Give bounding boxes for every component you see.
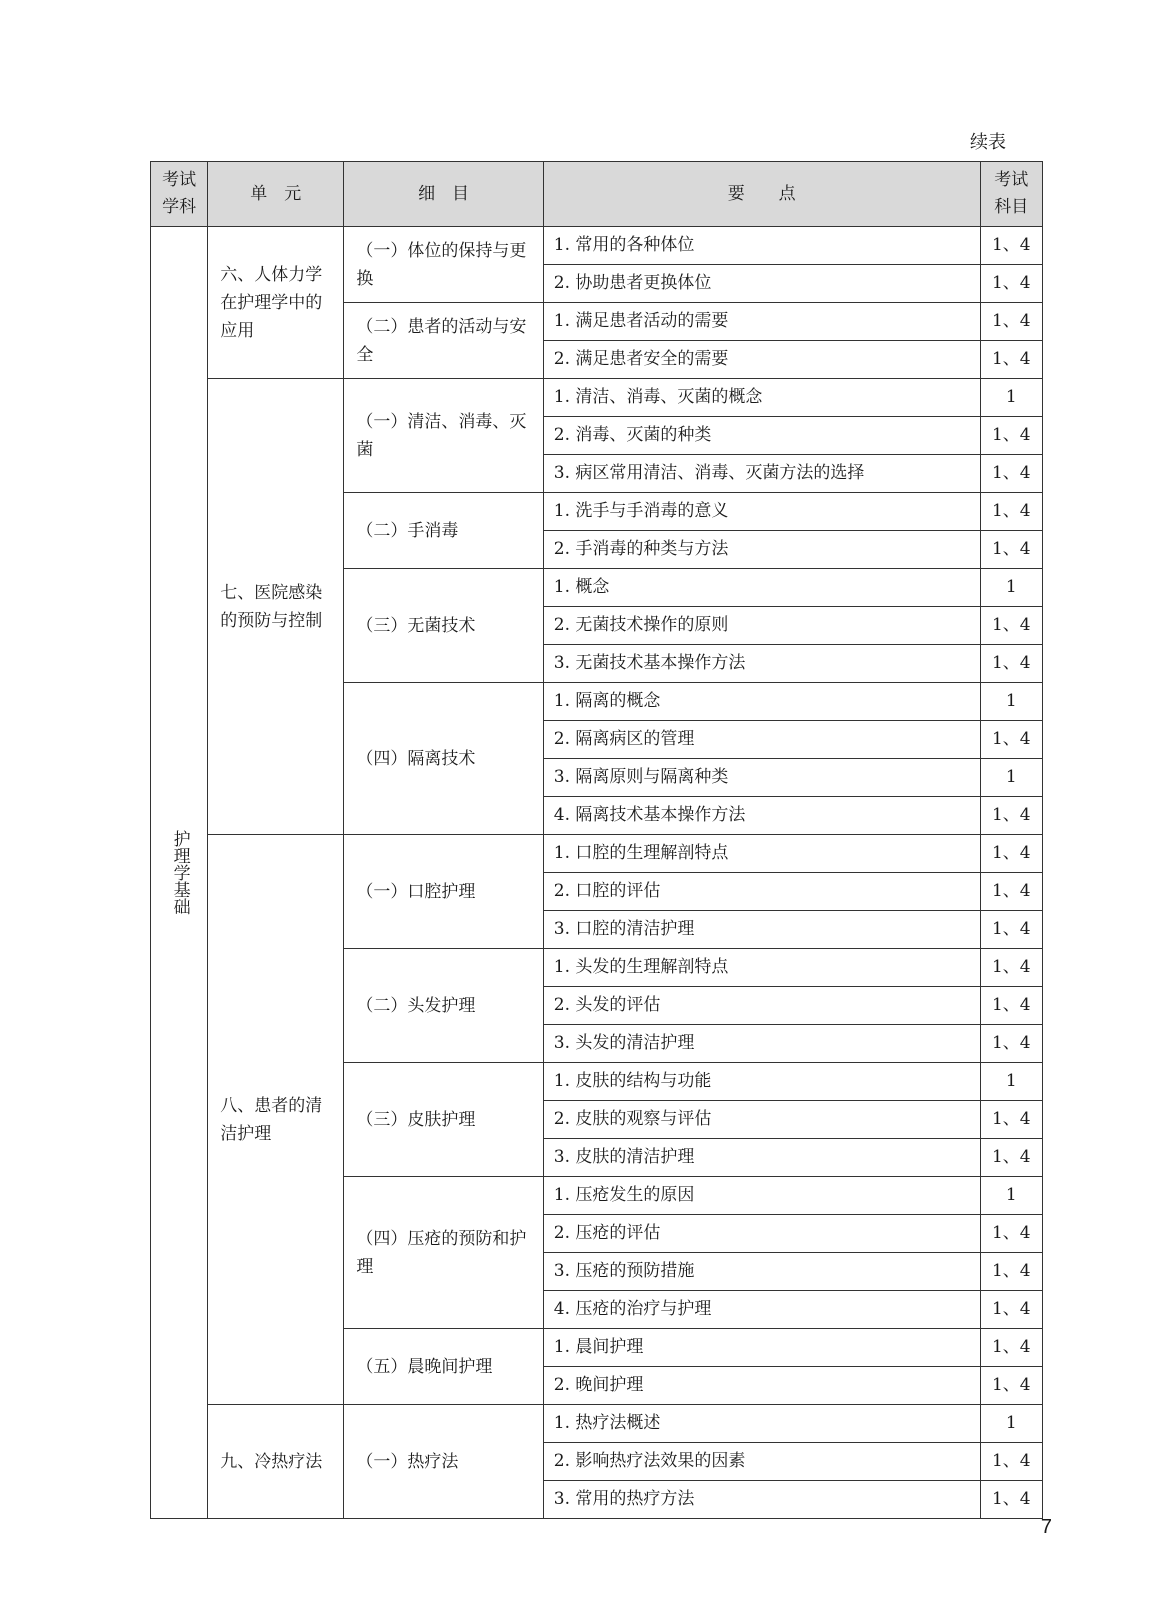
point-cell: 2. 晚间护理 xyxy=(543,1367,980,1405)
page-number: 7 xyxy=(1040,1516,1052,1538)
score-cell: 1、4 xyxy=(980,721,1042,759)
point-cell: 2. 手消毒的种类与方法 xyxy=(543,531,980,569)
unit-cell: 九、冷热疗法 xyxy=(208,1405,344,1519)
point-cell: 3. 无菌技术基本操作方法 xyxy=(543,645,980,683)
score-cell: 1、4 xyxy=(980,1291,1042,1329)
point-cell: 1. 皮肤的结构与功能 xyxy=(543,1063,980,1101)
header-row xyxy=(151,162,1043,227)
score-cell: 1、4 xyxy=(980,835,1042,873)
point-cell: 2. 消毒、灭菌的种类 xyxy=(543,417,980,455)
score-cell: 1 xyxy=(980,683,1042,721)
point-cell: 3. 隔离原则与隔离种类 xyxy=(543,759,980,797)
point-cell: 1. 隔离的概念 xyxy=(543,683,980,721)
continued-label: 续表 xyxy=(970,132,1006,153)
header-score: 考试 科目 xyxy=(980,162,1042,227)
point-cell: 3. 压疮的预防措施 xyxy=(543,1253,980,1291)
unit-cell: 八、患者的清洁护理 xyxy=(208,835,344,1405)
subject-cell: 护理学基础 xyxy=(151,227,208,1519)
score-cell: 1、4 xyxy=(980,1215,1042,1253)
point-cell: 2. 影响热疗法效果的因素 xyxy=(543,1443,980,1481)
score-cell: 1、4 xyxy=(980,531,1042,569)
detail-cell: （二）患者的活动与安全 xyxy=(344,303,543,379)
syllabus-table xyxy=(150,161,1043,1519)
score-cell: 1、4 xyxy=(980,417,1042,455)
header-detail: 细 目 xyxy=(344,162,543,227)
score-cell: 1、4 xyxy=(980,911,1042,949)
score-cell: 1、4 xyxy=(980,1443,1042,1481)
score-cell: 1、4 xyxy=(980,1101,1042,1139)
point-cell: 1. 洗手与手消毒的意义 xyxy=(543,493,980,531)
score-cell: 1、4 xyxy=(980,873,1042,911)
score-cell: 1、4 xyxy=(980,949,1042,987)
score-cell: 1、4 xyxy=(980,303,1042,341)
score-cell: 1、4 xyxy=(980,1139,1042,1177)
table-row xyxy=(151,379,1043,417)
point-cell: 1. 压疮发生的原因 xyxy=(543,1177,980,1215)
score-cell: 1、4 xyxy=(980,1367,1042,1405)
detail-cell: （一）口腔护理 xyxy=(344,835,543,949)
score-cell: 1、4 xyxy=(980,607,1042,645)
score-cell: 1、4 xyxy=(980,265,1042,303)
header-subject: 考试 学科 xyxy=(151,162,208,227)
score-cell: 1、4 xyxy=(980,645,1042,683)
point-cell: 1. 头发的生理解剖特点 xyxy=(543,949,980,987)
point-cell: 2. 口腔的评估 xyxy=(543,873,980,911)
score-cell: 1、4 xyxy=(980,797,1042,835)
point-cell: 3. 头发的清洁护理 xyxy=(543,1025,980,1063)
point-cell: 1. 常用的各种体位 xyxy=(543,227,980,265)
table-row xyxy=(151,835,1043,873)
table-row xyxy=(151,1405,1043,1443)
detail-cell: （三）皮肤护理 xyxy=(344,1063,543,1177)
detail-cell: （一）清洁、消毒、灭菌 xyxy=(344,379,543,493)
detail-cell: （五）晨晚间护理 xyxy=(344,1329,543,1405)
score-cell: 1、4 xyxy=(980,493,1042,531)
score-cell: 1、4 xyxy=(980,341,1042,379)
score-cell: 1 xyxy=(980,1177,1042,1215)
point-cell: 2. 无菌技术操作的原则 xyxy=(543,607,980,645)
point-cell: 2. 隔离病区的管理 xyxy=(543,721,980,759)
point-cell: 1. 热疗法概述 xyxy=(543,1405,980,1443)
detail-cell: （四）隔离技术 xyxy=(344,683,543,835)
point-cell: 2. 头发的评估 xyxy=(543,987,980,1025)
unit-cell: 七、医院感染的预防与控制 xyxy=(208,379,344,835)
point-cell: 3. 病区常用清洁、消毒、灭菌方法的选择 xyxy=(543,455,980,493)
point-cell: 1. 晨间护理 xyxy=(543,1329,980,1367)
point-cell: 2. 满足患者安全的需要 xyxy=(543,341,980,379)
detail-cell: （二）手消毒 xyxy=(344,493,543,569)
point-cell: 4. 隔离技术基本操作方法 xyxy=(543,797,980,835)
score-cell: 1、4 xyxy=(980,227,1042,265)
table-row xyxy=(151,227,1043,265)
score-cell: 1、4 xyxy=(980,987,1042,1025)
score-cell: 1 xyxy=(980,569,1042,607)
point-cell: 2. 压疮的评估 xyxy=(543,1215,980,1253)
score-cell: 1、4 xyxy=(980,1329,1042,1367)
score-cell: 1 xyxy=(980,379,1042,417)
point-cell: 3. 口腔的清洁护理 xyxy=(543,911,980,949)
score-cell: 1 xyxy=(980,759,1042,797)
point-cell: 1. 概念 xyxy=(543,569,980,607)
score-cell: 1、4 xyxy=(980,1253,1042,1291)
syllabus-body xyxy=(151,227,1043,1519)
point-cell: 3. 皮肤的清洁护理 xyxy=(543,1139,980,1177)
score-cell: 1、4 xyxy=(980,455,1042,493)
unit-cell: 六、人体力学在护理学中的应用 xyxy=(208,227,344,379)
point-cell: 1. 口腔的生理解剖特点 xyxy=(543,835,980,873)
score-cell: 1、4 xyxy=(980,1025,1042,1063)
header-unit: 单 元 xyxy=(208,162,344,227)
detail-cell: （四）压疮的预防和护理 xyxy=(344,1177,543,1329)
detail-cell: （三）无菌技术 xyxy=(344,569,543,683)
score-cell: 1 xyxy=(980,1405,1042,1443)
point-cell: 2. 协助患者更换体位 xyxy=(543,265,980,303)
detail-cell: （二）头发护理 xyxy=(344,949,543,1063)
score-cell: 1、4 xyxy=(980,1481,1042,1519)
point-cell: 1. 清洁、消毒、灭菌的概念 xyxy=(543,379,980,417)
point-cell: 4. 压疮的治疗与护理 xyxy=(543,1291,980,1329)
detail-cell: （一）热疗法 xyxy=(344,1405,543,1519)
point-cell: 1. 满足患者活动的需要 xyxy=(543,303,980,341)
header-point: 要 点 xyxy=(543,162,980,227)
point-cell: 3. 常用的热疗方法 xyxy=(543,1481,980,1519)
point-cell: 2. 皮肤的观察与评估 xyxy=(543,1101,980,1139)
score-cell: 1 xyxy=(980,1063,1042,1101)
detail-cell: （一）体位的保持与更换 xyxy=(344,227,543,303)
